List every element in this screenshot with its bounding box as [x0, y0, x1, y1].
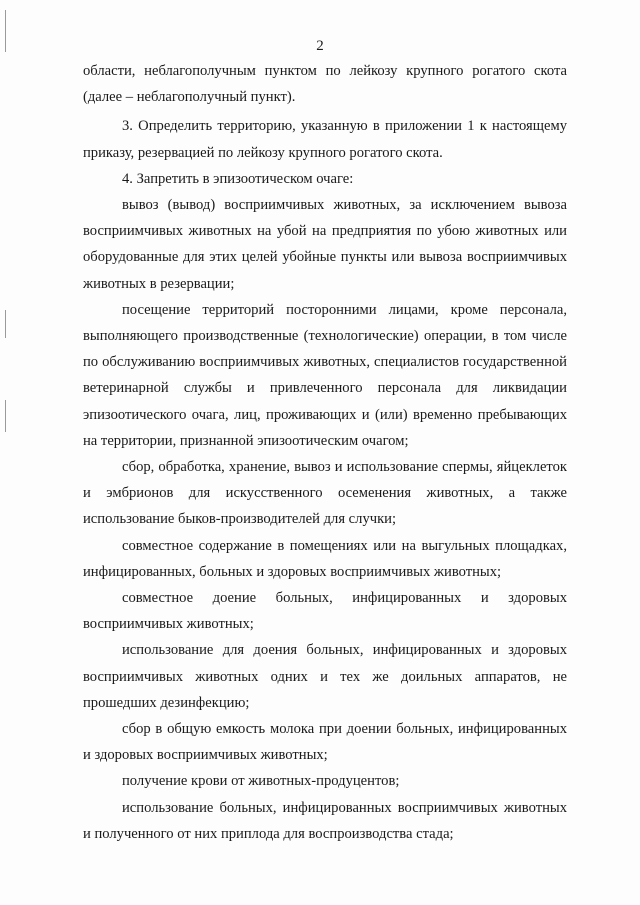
paragraph-ban-milking-machines: использование для доения больных, инфицированных и здоровых восприимчивых животных одних и тех же доильных аппаратов, не прошедших дезинфекцию; [83, 642, 567, 711]
paragraph-continuation: области, неблагополучным пунктом по лейкозу крупного рогатого скота (далее – неблагополучный пункт). [83, 63, 567, 106]
paragraph-ban-milk-collection: сбор в общую емкость молока при доении больных, инфицированных и здоровых восприимчивых животных; [83, 721, 567, 764]
scan-edge-mark [5, 400, 6, 432]
scan-edge-mark [5, 310, 6, 338]
paragraph-ban-joint-keeping: совместное содержание в помещениях или на выгульных площадках, инфицированных, больных и здоровых восприимчивых животных; [83, 537, 567, 580]
paragraph-ban-sperm: сбор, обработка, хранение, вывоз и использование спермы, яйцеклеток и эмбрионов для искусственного осеменения животных, а также использование быков-производителей для случки; [83, 459, 567, 528]
paragraph-ban-visits: посещение территорий посторонними лицами, кроме персонала, выполняющего производственные (технологические) операции, в том числе по обслуживанию восприимчивых животных, специалистов государственной ветеринарной службы и привлеченного персонала для ликвидации эпизоотического очага, лиц, проживающих и (или) временно пребывающих на территории, признанной эпизоотическим очагом; [83, 301, 567, 449]
paragraph-ban-blood: получение крови от животных-продуцентов; [122, 773, 400, 790]
page-number: 2 [316, 38, 324, 54]
paragraph-ban-reproduction: использование больных, инфицированных восприимчивых животных и полученного от них приплода для воспроизводства стада; [83, 799, 567, 842]
paragraph-item-3: 3. Определить территорию, указанную в приложении 1 к настоящему приказу, резервацией по лейкозу крупного рогатого скота. [83, 118, 567, 161]
paragraph-ban-removal: вывоз (вывод) восприимчивых животных, за исключением вывоза восприимчивых животных на убой на предприятия по убою животных или оборудованные для этих целей убойные пункты или вывоза восприимчивых животных в резервации; [83, 197, 567, 292]
document-body [83, 58, 567, 847]
paragraph-ban-joint-milking: совместное доение больных, инфицированных и здоровых восприимчивых животных; [83, 590, 567, 633]
paragraph-item-4: 4. Запретить в эпизоотическом очаге: [122, 170, 354, 187]
